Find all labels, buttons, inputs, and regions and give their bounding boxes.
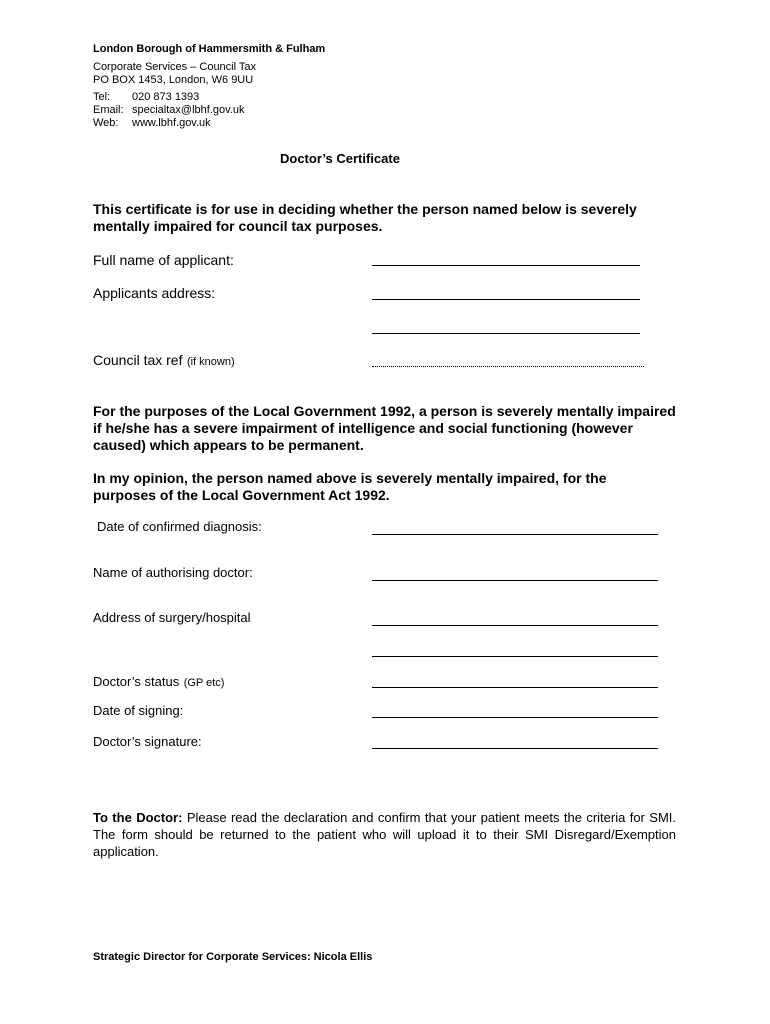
definition-paragraph: For the purposes of the Local Government 1992, a person is severely mentally impaired if he/she has a severe impairment of intelligence and social functioning (however caused) which appears to be permanent. xyxy=(93,403,676,453)
address-label: Applicants address: xyxy=(93,285,216,301)
doctor-status-field[interactable] xyxy=(372,687,658,688)
council-ref-label: Council tax ref xyxy=(93,352,183,368)
signature-label: Doctor’s signature: xyxy=(93,734,202,749)
date-diagnosis-label: Date of confirmed diagnosis: xyxy=(97,519,262,534)
address-field-line-1[interactable] xyxy=(372,299,640,300)
to-doctor-lead: To the Doctor: xyxy=(93,810,183,825)
doctor-name-label: Name of authorising doctor: xyxy=(93,565,253,580)
council-ref-label-group xyxy=(93,352,235,370)
doctor-status-label: Doctor’s status xyxy=(93,674,180,689)
email-label: Email: xyxy=(93,104,124,116)
address-field-line-2[interactable] xyxy=(372,333,640,334)
footer-signatory: Strategic Director for Corporate Services: Nicola Ellis xyxy=(93,951,373,963)
surgery-address-field-line-1[interactable] xyxy=(372,625,658,626)
full-name-label: Full name of applicant: xyxy=(93,252,234,268)
tel-number: 020 873 1393 xyxy=(132,91,200,103)
email-address: specialtax@lbhf.gov.uk xyxy=(132,104,245,116)
opinion-paragraph: In my opinion, the person named above is severely mentally impaired, for the purposes of the Local Government Act 1992. xyxy=(93,470,607,503)
to-doctor-body: Please read the declaration and confirm that your patient meets the criteria for SMI. The form should be returned to the patient who will upload it to their SMI Disregard/Exemption application. xyxy=(93,810,676,859)
full-name-field[interactable] xyxy=(372,265,640,266)
doctor-name-field[interactable] xyxy=(372,580,658,581)
org-name: London Borough of Hammersmith & Fulham xyxy=(93,43,326,55)
date-diagnosis-field[interactable] xyxy=(372,534,658,535)
surgery-address-field-line-2[interactable] xyxy=(372,656,658,657)
date-signing-field[interactable] xyxy=(372,717,658,718)
web-address: www.lbhf.gov.uk xyxy=(132,117,211,129)
page-title: Doctor’s Certificate xyxy=(280,151,400,166)
doctor-status-note: (GP etc) xyxy=(183,677,225,689)
to-doctor-paragraph xyxy=(93,809,676,860)
council-ref-note: (if known) xyxy=(186,356,235,368)
signature-field[interactable] xyxy=(372,748,658,749)
department: Corporate Services – Council Tax xyxy=(93,61,257,73)
doctor-status-label-group xyxy=(93,673,224,691)
surgery-address-label: Address of surgery/hospital xyxy=(93,610,251,625)
tel-label: Tel: xyxy=(93,91,111,103)
council-ref-field[interactable] xyxy=(372,366,644,367)
web-label: Web: xyxy=(93,117,119,129)
intro-paragraph: This certificate is for use in deciding whether the person named below is severely mentally impaired for council tax purposes. xyxy=(93,201,637,234)
date-signing-label: Date of signing: xyxy=(93,703,184,718)
po-box-address: PO BOX 1453, London, W6 9UU xyxy=(93,74,254,86)
